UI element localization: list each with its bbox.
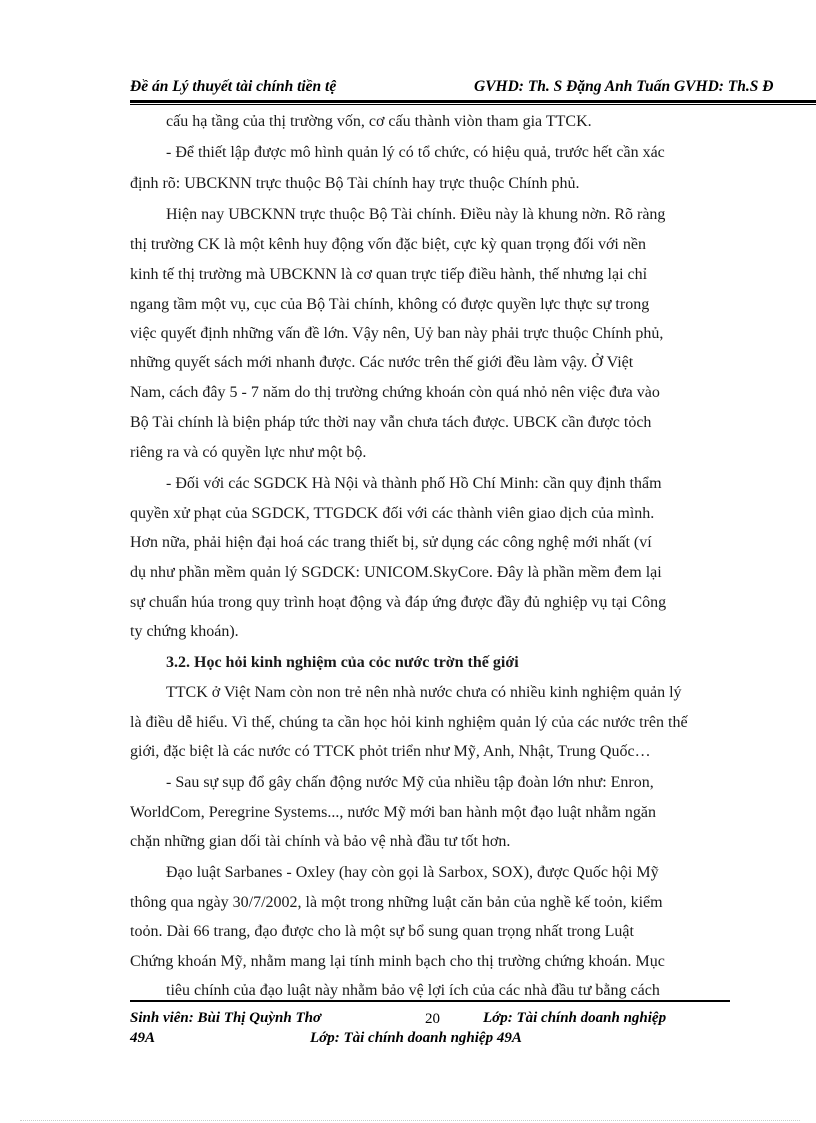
body-line: ngang tầm một vụ, cục của Bộ Tài chính, không có được quyền lực thực sự trong bbox=[130, 296, 650, 313]
section-heading: 3.2. Học hỏi kinh nghiệm của cỏc nước trờn thế giới bbox=[166, 654, 519, 671]
body-line: là điều dễ hiểu. Vì thế, chúng ta cần học hỏi kinh nghiệm quản lý của các nước trên thế bbox=[130, 714, 688, 731]
page-header bbox=[130, 78, 816, 96]
body-line: riêng ra và có quyền lực như một bộ. bbox=[130, 444, 367, 461]
body-line: Chứng khoán Mỹ, nhằm mang lại tính minh bạch cho thị trường chứng khoán. Mục bbox=[130, 953, 665, 970]
body-line: - Sau sự sụp đổ gây chấn động nước Mỹ của nhiều tập đoàn lớn như: Enron, bbox=[166, 774, 654, 791]
body-line: việc quyết định những vấn đề lớn. Vậy nên, Uỷ ban này phải trực thuộc Chính phủ, bbox=[130, 325, 664, 342]
body-line: cấu hạ tầng của thị trường vốn, cơ cấu thành viòn tham gia TTCK. bbox=[166, 113, 592, 130]
body-line: ty chứng khoán). bbox=[130, 623, 239, 640]
body-line: Hiện nay UBCKNN trực thuộc Bộ Tài chính. Điều này là khung nờn. Rõ ràng bbox=[166, 206, 666, 223]
header-rule bbox=[130, 100, 816, 103]
body-line: Đạo luật Sarbanes - Oxley (hay còn gọi là Sarbox, SOX), được Quốc hội Mỹ bbox=[166, 864, 659, 881]
body-line: sự chuẩn húa trong quy trình hoạt động và đáp ứng được đầy đủ nghiệp vụ tại Công bbox=[130, 594, 667, 611]
body-line: thông qua ngày 30/7/2002, là một trong những luật căn bản của nghề kế toỏn, kiểm bbox=[130, 894, 663, 911]
body-line: Bộ Tài chính là biện pháp tức thời nay vẫn chưa tách được. UBCK cần được tỏch bbox=[130, 414, 652, 431]
body-line: tiêu chính của đạo luật này nhằm bảo vệ lợi ích của các nhà đầu tư bằng cách bbox=[166, 982, 660, 999]
body-line: TTCK ở Việt Nam còn non trẻ nên nhà nước chưa có nhiều kinh nghiệm quản lý bbox=[166, 684, 682, 701]
header-left-title: Đề án Lý thuyết tài chính tiền tệ bbox=[130, 78, 337, 95]
body-line: quyền xử phạt của SGDCK, TTGDCK đối với các thành viên giao dịch của mình. bbox=[130, 505, 655, 522]
footer-student: Sinh viên: Bùi Thị Quỳnh Thơ bbox=[130, 1010, 322, 1026]
body-line: kinh tế thị trường mà UBCKNN là cơ quan trực tiếp điều hành, thế nhưng lại chỉ bbox=[130, 266, 648, 283]
page-number: 20 bbox=[425, 1011, 440, 1027]
body-line: toỏn. Dài 66 trang, đạo được cho là một sự bổ sung quan trọng nhất trong Luật bbox=[130, 923, 634, 940]
body-line: những quyết sách mới nhanh được. Các nước trên thế giới đều làm vậy. Ở Việt bbox=[130, 354, 634, 371]
body-line: - Đối với các SGDCK Hà Nội và thành phố Hồ Chí Minh: cần quy định thẩm bbox=[166, 475, 662, 492]
header-right-supervisor: GVHD: Th. S Đặng Anh Tuấn GVHD: Th.S Đ bbox=[474, 78, 774, 95]
body-line: thị trường CK là một kênh huy động vốn đặc biệt, cực kỳ quan trọng đối với nền bbox=[130, 236, 646, 253]
body-line: Hơn nữa, phải hiện đại hoá các trang thiết bị, sử dụng các công nghệ mới nhất (ví bbox=[130, 534, 652, 551]
footer-class-suffix: 49A bbox=[130, 1030, 156, 1046]
footer-class-line2: Lớp: Tài chính doanh nghiệp 49A bbox=[310, 1030, 522, 1046]
body-line: giới, đặc biệt là các nước có TTCK phỏt triển như Mỹ, Anh, Nhật, Trung Quốc… bbox=[130, 743, 651, 760]
body-line: WorldCom, Peregrine Systems..., nước Mỹ mới ban hành một đạo luật nhằm ngăn bbox=[130, 804, 657, 821]
body-line: dụ như phần mềm quản lý SGDCK: UNICOM.SkyCore. Đây là phần mềm đem lại bbox=[130, 564, 662, 581]
body-line: định rõ: UBCKNN trực thuộc Bộ Tài chính hay trực thuộc Chính phủ. bbox=[130, 175, 580, 192]
body-line: Nam, cách đây 5 - 7 năm do thị trường chứng khoán còn quá nhỏ nên việc đưa vào bbox=[130, 384, 660, 401]
body-line: - Để thiết lập được mô hình quản lý có tổ chức, có hiệu quả, trước hết cần xác bbox=[166, 144, 665, 161]
footer-rule bbox=[130, 1000, 730, 1002]
body-line: chặn những gian dối tài chính và bảo vệ nhà đầu tư tốt hơn. bbox=[130, 833, 511, 850]
footer-class: Lớp: Tài chính doanh nghiệp bbox=[483, 1010, 667, 1026]
page-bottom-divider bbox=[20, 1120, 800, 1121]
header-rule-thin bbox=[130, 104, 816, 105]
